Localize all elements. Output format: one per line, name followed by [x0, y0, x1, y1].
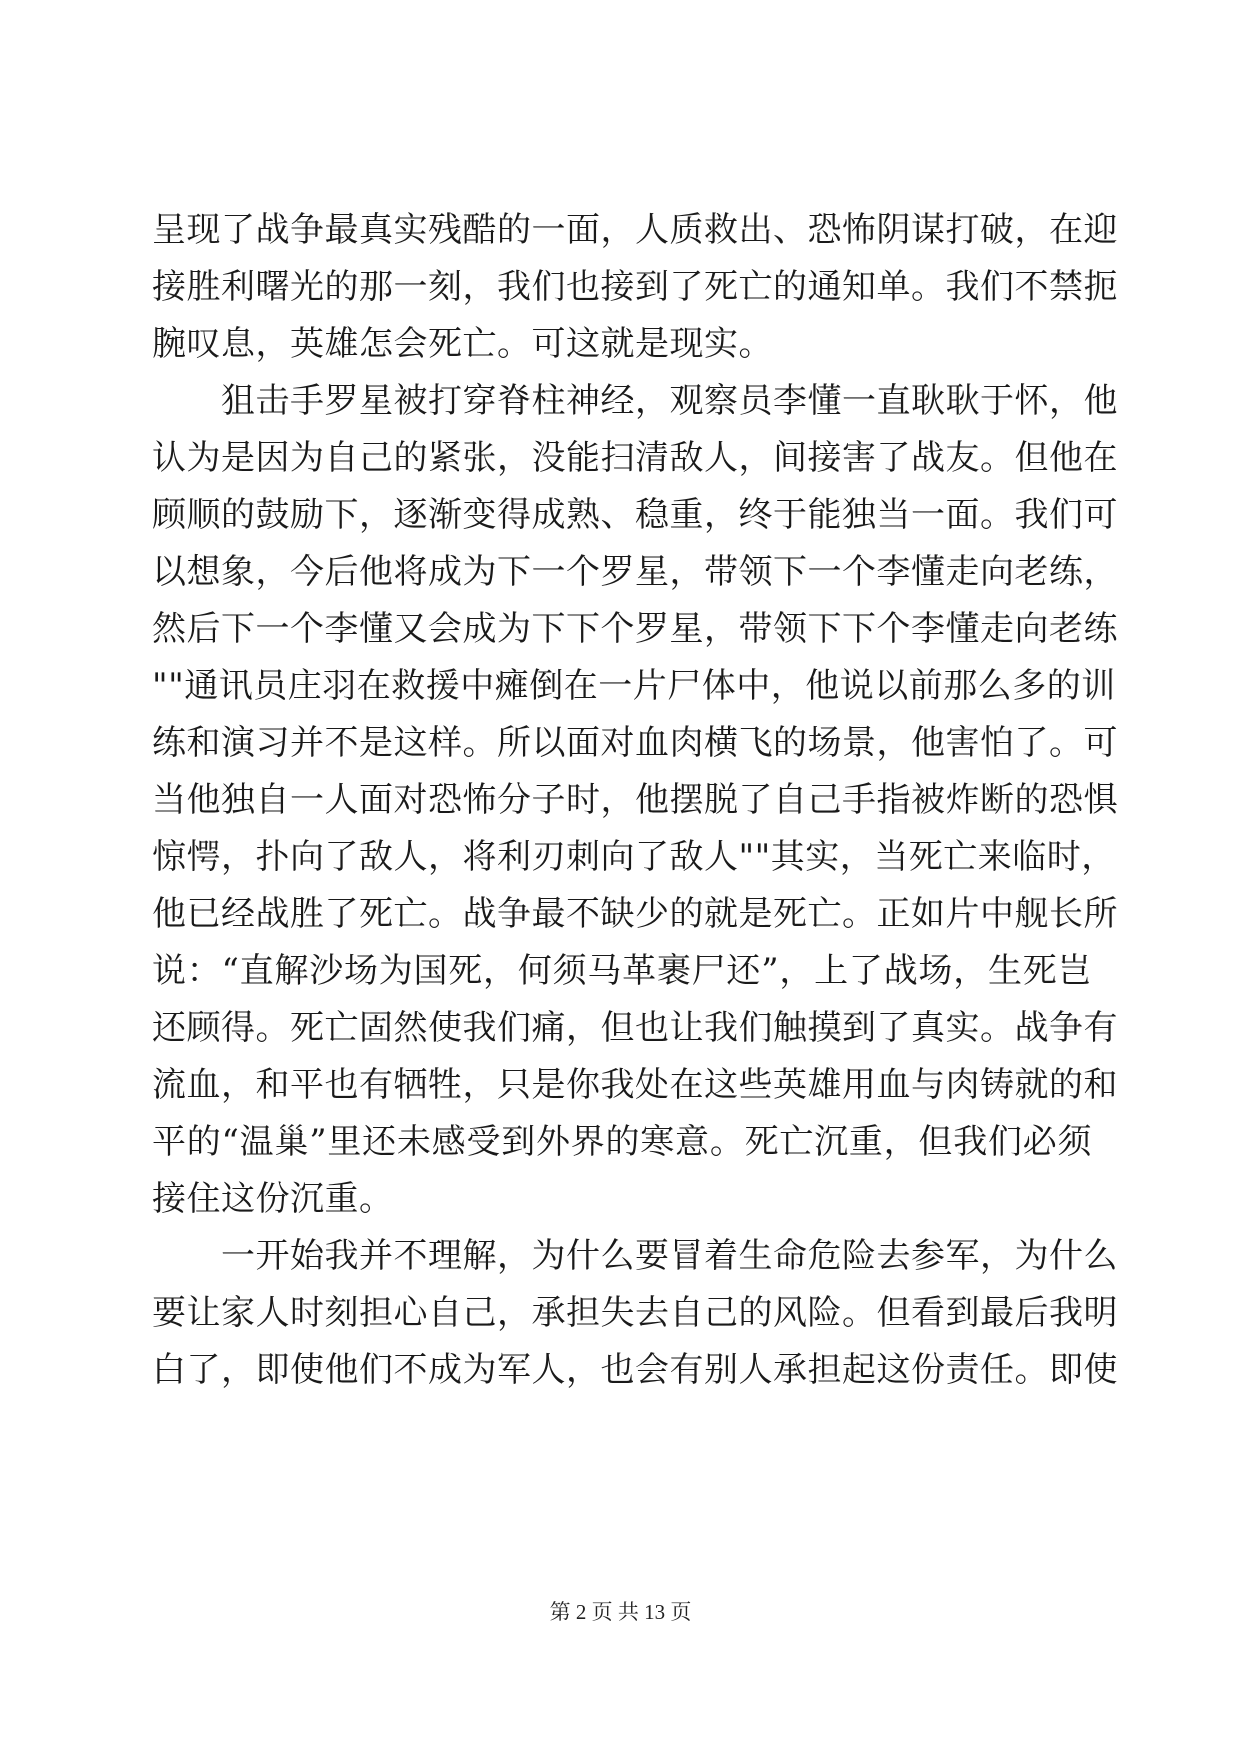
text-line: 狙击手罗星被打穿脊柱神经，观察员李懂一直耿耿于怀，他 [152, 381, 1118, 421]
text-line: 还顾得。死亡固然使我们痛，但也让我们触摸到了真实。战争有 [152, 1008, 1118, 1048]
text-line: 说：“直解沙场为国死，何须马革裹尸还”，上了战场，生死岂 [152, 951, 1092, 991]
text-line: 呈现了战争最真实残酷的一面，人质救出、恐怖阴谋打破，在迎 [152, 210, 1118, 250]
text-line: 以想象，今后他将成为下一个罗星，带领下一个李懂走向老练， [152, 552, 1118, 592]
text-line: 流血，和平也有牺牲，只是你我处在这些英雄用血与肉铸就的和 [152, 1065, 1118, 1105]
text-line: 顾顺的鼓励下，逐渐变得成熟、稳重，终于能独当一面。我们可 [152, 495, 1118, 535]
text-line: 要让家人时刻担心自己，承担失去自己的风险。但看到最后我明 [152, 1293, 1118, 1333]
text-line: 白了，即使他们不成为军人，也会有别人承担起这份责任。即使 [152, 1350, 1118, 1390]
text-line: 认为是因为自己的紧张，没能扫清敌人，间接害了战友。但他在 [152, 438, 1118, 478]
text-line: 练和演习并不是这样。所以面对血肉横飞的场景，他害怕了。可 [152, 723, 1118, 763]
text-line: 然后下一个李懂又会成为下下个罗星，带领下下个李懂走向老练 [152, 609, 1118, 649]
text-line: 他已经战胜了死亡。战争最不缺少的就是死亡。正如片中舰长所 [152, 894, 1118, 934]
text-line: 平的“温巢”里还未感受到外界的寒意。死亡沉重，但我们必须 [152, 1122, 1092, 1162]
text-line: 惊愕，扑向了敌人，将利刃刺向了敌人""其实，当死亡来临时， [152, 837, 1116, 877]
text-line: 接胜利曙光的那一刻，我们也接到了死亡的通知单。我们不禁扼 [152, 267, 1118, 307]
text-line: 接住这份沉重。 [152, 1179, 394, 1219]
text-line: 一开始我并不理解，为什么要冒着生命危险去参军，为什么 [152, 1236, 1118, 1276]
page-number: 第 2 页 共 13 页 [549, 1600, 692, 1624]
text-line: ""通讯员庄羽在救援中瘫倒在一片尸体中，他说以前那么多的训 [152, 666, 1116, 706]
text-line: 腕叹息，英雄怎会死亡。可这就是现实。 [152, 324, 773, 364]
text-line: 当他独自一人面对恐怖分子时，他摆脱了自己手指被炸断的恐惧 [152, 780, 1118, 820]
